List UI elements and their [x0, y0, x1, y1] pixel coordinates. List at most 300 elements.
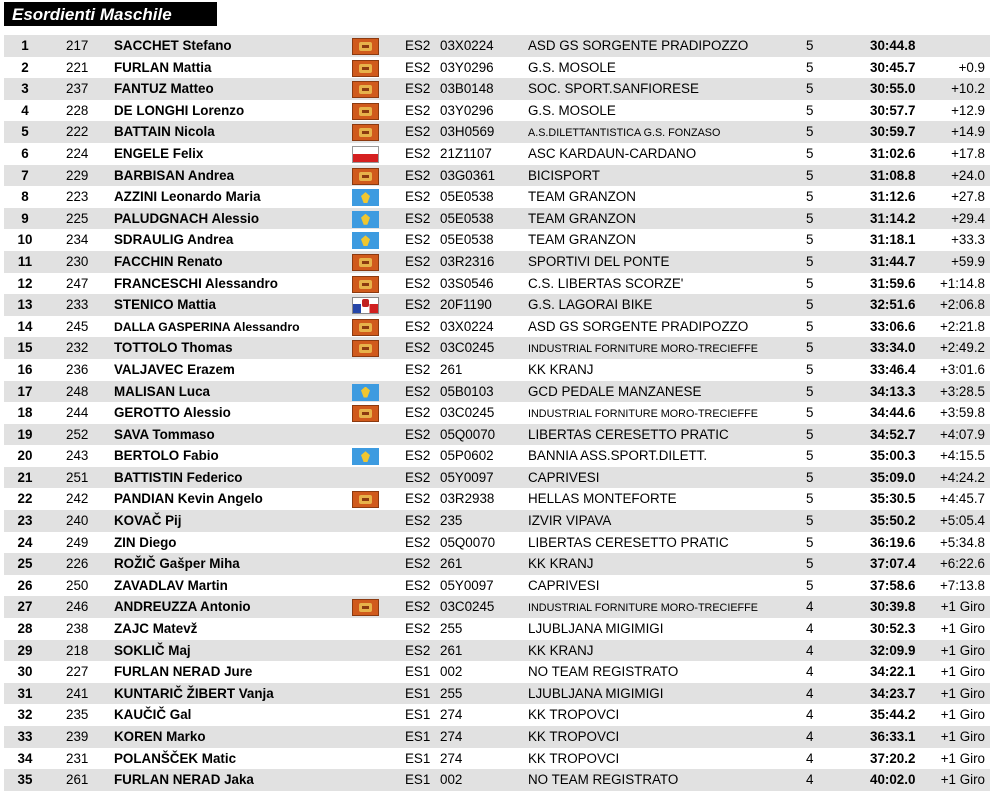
- results-table: [4, 35, 990, 791]
- team-code-cell: 261: [440, 642, 463, 658]
- table-row: [4, 35, 990, 57]
- team-code-cell: 03X0224: [440, 38, 494, 53]
- category-cell: ES2: [405, 253, 431, 269]
- rider-name-cell: FANTUZ Matteo: [114, 81, 214, 97]
- time-cell: 30:45.7: [870, 59, 916, 75]
- position-cell: 6: [21, 145, 29, 161]
- position-cell: 22: [17, 491, 33, 507]
- team-name-cell: INDUSTRIAL FORNITURE MORO-TRECIEFFE: [528, 343, 758, 356]
- gap-cell: +1 Giro: [940, 621, 985, 637]
- rider-name-cell: AZZINI Leonardo Maria: [114, 189, 261, 205]
- laps-cell: 5: [806, 534, 814, 550]
- position-cell: 20: [17, 448, 33, 464]
- bib-number-cell: 246: [66, 599, 89, 615]
- rider-name-cell: FURLAN NERAD Jaka: [114, 772, 254, 788]
- category-cell: ES2: [405, 210, 431, 226]
- table-row: [4, 57, 990, 79]
- table-row: [4, 316, 990, 338]
- team-name-cell: TEAM GRANZON: [528, 210, 636, 226]
- position-cell: 14: [17, 318, 33, 334]
- team-code-cell: 03R2938: [440, 491, 495, 507]
- gap-cell: +1 Giro: [940, 707, 985, 723]
- laps-cell: 5: [806, 513, 814, 529]
- gap-cell: +29.4: [951, 210, 985, 226]
- category-cell: ES2: [405, 556, 431, 572]
- time-cell: 32:09.9: [870, 642, 916, 658]
- veneto-flag-icon: [352, 124, 379, 141]
- rider-name-cell: KUNTARIČ ŽIBERT Vanja: [114, 685, 274, 701]
- gap-cell: +5:34.8: [939, 534, 985, 550]
- time-cell: 30:52.3: [870, 621, 916, 637]
- gap-cell: +1 Giro: [940, 664, 985, 680]
- position-cell: 1: [21, 38, 29, 53]
- team-name-cell: KK KRANJ: [528, 642, 594, 658]
- time-cell: 31:02.6: [870, 145, 916, 161]
- bib-number-cell: 218: [66, 642, 89, 658]
- time-cell: 34:13.3: [870, 383, 916, 399]
- category-cell: ES1: [405, 729, 431, 744]
- time-cell: 31:44.7: [870, 253, 916, 269]
- table-row: [4, 294, 990, 316]
- bib-number-cell: 226: [66, 556, 89, 572]
- bib-number-cell: 244: [66, 405, 89, 421]
- rider-name-cell: FURLAN NERAD Jure: [114, 664, 253, 680]
- table-row: [4, 186, 990, 208]
- table-row: [4, 273, 990, 295]
- gap-cell: +3:59.8: [939, 405, 985, 421]
- team-name-cell: G.S. MOSOLE: [528, 102, 616, 118]
- rider-name-cell: BATTISTIN Federico: [114, 469, 243, 485]
- table-row: [4, 445, 990, 467]
- team-code-cell: 03C0245: [440, 340, 495, 356]
- table-row: [4, 78, 990, 100]
- team-code-cell: 03C0245: [440, 599, 495, 615]
- rider-name-cell: FRANCESCHI Alessandro: [114, 275, 278, 291]
- bib-number-cell: 236: [66, 361, 89, 377]
- time-cell: 35:30.5: [870, 491, 916, 507]
- team-code-cell: 03Y0296: [440, 59, 494, 75]
- team-code-cell: 03H0569: [440, 124, 495, 140]
- laps-cell: 5: [806, 577, 814, 593]
- gap-cell: +1 Giro: [940, 642, 985, 658]
- gap-cell: +5:05.4: [939, 513, 985, 529]
- veneto-flag-icon: [352, 599, 379, 616]
- bib-number-cell: 252: [66, 426, 89, 442]
- laps-cell: 5: [806, 81, 814, 97]
- time-cell: 35:44.2: [870, 707, 916, 723]
- position-cell: 13: [17, 297, 33, 313]
- team-code-cell: 03R2316: [440, 253, 495, 269]
- gap-cell: +2:06.8: [939, 297, 985, 313]
- gap-cell: +17.8: [951, 145, 985, 161]
- position-cell: 3: [21, 81, 29, 97]
- veneto-flag-icon: [352, 81, 379, 98]
- laps-cell: 5: [806, 124, 814, 140]
- rider-name-cell: SOKLIČ Maj: [114, 642, 191, 658]
- team-name-cell: BICISPORT: [528, 167, 600, 183]
- team-name-cell: KK TROPOVCI: [528, 750, 620, 766]
- rider-name-cell: SACCHET Stefano: [114, 38, 232, 53]
- rider-name-cell: SAVA Tommaso: [114, 426, 215, 442]
- rider-name-cell: BARBISAN Andrea: [114, 167, 235, 183]
- fvg-flag-icon: [352, 232, 379, 249]
- position-cell: 25: [17, 556, 33, 572]
- rider-name-cell: MALISAN Luca: [114, 383, 210, 399]
- gap-cell: +1 Giro: [940, 750, 985, 766]
- laps-cell: 4: [806, 750, 814, 766]
- position-cell: 34: [17, 750, 33, 766]
- category-cell: ES2: [405, 621, 431, 637]
- bib-number-cell: 228: [66, 102, 89, 118]
- rider-name-cell: FURLAN Mattia: [114, 59, 212, 75]
- team-name-cell: BANNIA ASS.SPORT.DILETT.: [528, 448, 708, 464]
- gap-cell: +27.8: [951, 189, 985, 205]
- rider-name-cell: BATTAIN Nicola: [114, 124, 215, 140]
- category-cell: ES2: [405, 405, 431, 421]
- team-name-cell: LJUBLJANA MIGIMIGI: [528, 685, 664, 701]
- team-code-cell: 03C0245: [440, 405, 495, 421]
- bib-number-cell: 243: [66, 448, 89, 464]
- time-cell: 30:59.7: [870, 124, 916, 140]
- team-code-cell: 274: [440, 707, 463, 723]
- team-code-cell: 03X0224: [440, 318, 494, 334]
- position-cell: 32: [17, 707, 33, 723]
- table-row: [4, 337, 990, 359]
- category-cell: ES2: [405, 81, 431, 97]
- gap-cell: +1 Giro: [940, 772, 985, 788]
- position-cell: 9: [21, 210, 29, 226]
- time-cell: 34:52.7: [870, 426, 916, 442]
- position-cell: 4: [21, 102, 29, 118]
- team-code-cell: 03G0361: [440, 167, 496, 183]
- veneto-flag-icon: [352, 168, 379, 185]
- time-cell: 37:07.4: [870, 556, 916, 572]
- category-cell: ES2: [405, 275, 431, 291]
- table-row: [4, 424, 990, 446]
- rider-name-cell: FACCHIN Renato: [114, 253, 223, 269]
- table-row: [4, 575, 990, 597]
- fvg-flag-icon: [352, 189, 379, 206]
- bib-number-cell: 250: [66, 577, 89, 593]
- position-cell: 28: [17, 621, 33, 637]
- team-name-cell: HELLAS MONTEFORTE: [528, 491, 677, 507]
- rider-name-cell: KAUČIČ Gal: [114, 707, 192, 723]
- table-row: [4, 596, 990, 618]
- laps-cell: 5: [806, 210, 814, 226]
- laps-cell: 5: [806, 297, 814, 313]
- rider-name-cell: PALUDGNACH Alessio: [114, 210, 260, 226]
- rider-name-cell: VALJAVEC Erazem: [114, 361, 235, 377]
- laps-cell: 4: [806, 621, 814, 637]
- time-cell: 36:33.1: [870, 729, 916, 744]
- laps-cell: 4: [806, 685, 814, 701]
- category-cell: ES2: [405, 167, 431, 183]
- category-header: [4, 2, 217, 26]
- category-cell: ES2: [405, 59, 431, 75]
- bib-number-cell: 233: [66, 297, 89, 313]
- position-cell: 16: [17, 361, 33, 377]
- position-cell: 12: [17, 275, 33, 291]
- team-code-cell: 235: [440, 513, 463, 529]
- team-name-cell: LJUBLJANA MIGIMIGI: [528, 621, 664, 637]
- laps-cell: 5: [806, 318, 814, 334]
- category-cell: ES2: [405, 145, 431, 161]
- gap-cell: +33.3: [951, 232, 985, 248]
- position-cell: 11: [17, 253, 33, 269]
- rider-name-cell: ZIN Diego: [114, 534, 177, 550]
- veneto-flag-icon: [352, 340, 379, 357]
- fvg-flag-icon: [352, 384, 379, 401]
- team-code-cell: 05P0602: [440, 448, 494, 464]
- team-name-cell: KK TROPOVCI: [528, 707, 620, 723]
- team-name-cell: KK KRANJ: [528, 556, 594, 572]
- category-cell: ES2: [405, 297, 431, 313]
- team-code-cell: 05E0538: [440, 189, 494, 205]
- table-row: [4, 553, 990, 575]
- team-code-cell: 03S0546: [440, 275, 494, 291]
- position-cell: 18: [17, 405, 33, 421]
- table-row: [4, 359, 990, 381]
- laps-cell: 4: [806, 599, 814, 615]
- team-code-cell: 002: [440, 772, 463, 788]
- team-name-cell: NO TEAM REGISTRATO: [528, 772, 679, 788]
- time-cell: 33:34.0: [870, 340, 916, 356]
- laps-cell: 5: [806, 232, 814, 248]
- team-code-cell: 255: [440, 621, 463, 637]
- gap-cell: +2:49.2: [939, 340, 985, 356]
- bib-number-cell: 248: [66, 383, 89, 399]
- table-row: [4, 121, 990, 143]
- team-name-cell: CAPRIVESI: [528, 469, 600, 485]
- bib-number-cell: 230: [66, 253, 89, 269]
- team-code-cell: 21Z1107: [440, 145, 492, 161]
- table-row: [4, 100, 990, 122]
- position-cell: 27: [17, 599, 33, 615]
- category-cell: ES2: [405, 232, 431, 248]
- table-row: [4, 532, 990, 554]
- bib-number-cell: 227: [66, 664, 89, 680]
- rider-name-cell: ZAVADLAV Martin: [114, 577, 228, 593]
- time-cell: 35:09.0: [870, 469, 916, 485]
- team-name-cell: GCD PEDALE MANZANESE: [528, 383, 702, 399]
- category-cell: ES1: [405, 772, 431, 788]
- team-code-cell: 274: [440, 750, 463, 766]
- laps-cell: 5: [806, 59, 814, 75]
- team-code-cell: 03Y0296: [440, 102, 494, 118]
- table-row: [4, 402, 990, 424]
- time-cell: 30:55.0: [870, 81, 916, 97]
- category-cell: ES2: [405, 340, 431, 356]
- gap-cell: +24.0: [951, 167, 985, 183]
- laps-cell: 5: [806, 275, 814, 291]
- team-code-cell: 05E0538: [440, 210, 494, 226]
- position-cell: 19: [17, 426, 33, 442]
- bib-number-cell: 225: [66, 210, 89, 226]
- laps-cell: 5: [806, 491, 814, 507]
- team-code-cell: 261: [440, 556, 463, 572]
- rider-name-cell: ZAJC Matevž: [114, 621, 198, 637]
- team-name-cell: INDUSTRIAL FORNITURE MORO-TRECIEFFE: [528, 602, 758, 615]
- table-row: [4, 467, 990, 489]
- team-name-cell: ASD GS SORGENTE PRADIPOZZO: [528, 38, 749, 53]
- position-cell: 23: [17, 513, 33, 529]
- team-name-cell: INDUSTRIAL FORNITURE MORO-TRECIEFFE: [528, 408, 758, 421]
- laps-cell: 5: [806, 361, 814, 377]
- bib-number-cell: 237: [66, 81, 89, 97]
- team-code-cell: 274: [440, 729, 463, 744]
- rider-name-cell: GEROTTO Alessio: [114, 405, 231, 421]
- bolzano-flag-icon: [352, 146, 379, 163]
- category-cell: ES1: [405, 685, 431, 701]
- category-cell: ES2: [405, 426, 431, 442]
- team-name-cell: ASD GS SORGENTE PRADIPOZZO: [528, 318, 749, 334]
- time-cell: 40:02.0: [870, 772, 916, 788]
- team-code-cell: 002: [440, 664, 463, 680]
- veneto-flag-icon: [352, 60, 379, 77]
- bib-number-cell: 251: [66, 469, 89, 485]
- category-cell: ES2: [405, 599, 431, 615]
- team-name-cell: G.S. MOSOLE: [528, 59, 616, 75]
- position-cell: 21: [17, 469, 33, 485]
- gap-cell: +3:01.6: [939, 361, 985, 377]
- laps-cell: 5: [806, 469, 814, 485]
- time-cell: 37:20.2: [870, 750, 916, 766]
- category-cell: ES2: [405, 318, 431, 334]
- bib-number-cell: 224: [66, 145, 89, 161]
- table-row: [4, 704, 990, 726]
- laps-cell: 5: [806, 38, 814, 53]
- team-code-cell: 05Q0070: [440, 534, 496, 550]
- table-row: [4, 748, 990, 770]
- gap-cell: +4:07.9: [939, 426, 985, 442]
- bib-number-cell: 240: [66, 513, 89, 529]
- bib-number-cell: 261: [66, 772, 89, 788]
- category-cell: ES1: [405, 707, 431, 723]
- time-cell: 35:50.2: [870, 513, 916, 529]
- rider-name-cell: DALLA GASPERINA Alessandro: [114, 319, 300, 334]
- position-cell: 2: [21, 59, 29, 75]
- category-cell: ES2: [405, 513, 431, 529]
- time-cell: 37:58.6: [870, 577, 916, 593]
- category-cell: ES2: [405, 189, 431, 205]
- laps-cell: 4: [806, 707, 814, 723]
- bib-number-cell: 222: [66, 124, 89, 140]
- rider-name-cell: POLANŠČEK Matic: [114, 750, 237, 766]
- category-cell: ES2: [405, 38, 431, 53]
- position-cell: 5: [21, 124, 29, 140]
- laps-cell: 5: [806, 340, 814, 356]
- table-row: [4, 618, 990, 640]
- team-code-cell: 05E0538: [440, 232, 494, 248]
- table-row: [4, 251, 990, 273]
- team-name-cell: IZVIR VIPAVA: [528, 513, 612, 529]
- laps-cell: 5: [806, 253, 814, 269]
- laps-cell: 5: [806, 189, 814, 205]
- bib-number-cell: 241: [66, 685, 89, 701]
- category-cell: ES2: [405, 534, 431, 550]
- fvg-flag-icon: [352, 448, 379, 465]
- laps-cell: 5: [806, 405, 814, 421]
- gap-cell: +12.9: [951, 102, 985, 118]
- team-code-cell: 05Q0070: [440, 426, 496, 442]
- gap-cell: +7:13.8: [939, 577, 985, 593]
- rider-name-cell: STENICO Mattia: [114, 297, 216, 313]
- team-name-cell: KK KRANJ: [528, 361, 594, 377]
- gap-cell: +14.9: [951, 124, 985, 140]
- category-cell: ES2: [405, 448, 431, 464]
- laps-cell: 4: [806, 664, 814, 680]
- team-name-cell: C.S. LIBERTAS SCORZE': [528, 275, 684, 291]
- team-name-cell: CAPRIVESI: [528, 577, 600, 593]
- gap-cell: +4:15.5: [939, 448, 985, 464]
- team-code-cell: 05B0103: [440, 383, 494, 399]
- team-name-cell: A.S.DILETTANTISTICA G.S. FONZASO: [528, 127, 721, 140]
- team-name-cell: KK TROPOVCI: [528, 729, 620, 744]
- table-row: [4, 726, 990, 748]
- gap-cell: +2:21.8: [939, 318, 985, 334]
- time-cell: 33:46.4: [870, 361, 916, 377]
- time-cell: 35:00.3: [870, 448, 916, 464]
- team-code-cell: 20F1190: [440, 297, 492, 313]
- gap-cell: +1 Giro: [940, 685, 985, 701]
- time-cell: 33:06.6: [870, 318, 916, 334]
- team-code-cell: 255: [440, 685, 463, 701]
- position-cell: 30: [17, 664, 33, 680]
- rider-name-cell: PANDIAN Kevin Angelo: [114, 491, 263, 507]
- time-cell: 31:12.6: [870, 189, 916, 205]
- table-row: [4, 683, 990, 705]
- veneto-flag-icon: [352, 38, 379, 55]
- gap-cell: +4:45.7: [939, 491, 985, 507]
- rider-name-cell: SDRAULIG Andrea: [114, 232, 234, 248]
- time-cell: 34:22.1: [870, 664, 916, 680]
- time-cell: 36:19.6: [870, 534, 916, 550]
- bib-number-cell: 221: [66, 59, 89, 75]
- time-cell: 30:44.8: [870, 38, 916, 53]
- position-cell: 35: [17, 772, 33, 788]
- bib-number-cell: 249: [66, 534, 89, 550]
- table-row: [4, 510, 990, 532]
- laps-cell: 5: [806, 426, 814, 442]
- laps-cell: 5: [806, 448, 814, 464]
- category-cell: ES2: [405, 469, 431, 485]
- table-row: [4, 229, 990, 251]
- laps-cell: 5: [806, 167, 814, 183]
- bib-number-cell: 231: [66, 750, 89, 766]
- team-name-cell: LIBERTAS CERESETTO PRATIC: [528, 426, 729, 442]
- bib-number-cell: 238: [66, 621, 89, 637]
- position-cell: 33: [17, 729, 33, 744]
- bib-number-cell: 234: [66, 232, 89, 248]
- category-cell: ES2: [405, 102, 431, 118]
- time-cell: 31:18.1: [870, 232, 916, 248]
- time-cell: 30:57.7: [870, 102, 916, 118]
- category-cell: ES2: [405, 361, 431, 377]
- time-cell: 31:14.2: [870, 210, 916, 226]
- laps-cell: 5: [806, 383, 814, 399]
- veneto-flag-icon: [352, 103, 379, 120]
- rider-name-cell: BERTOLO Fabio: [114, 448, 219, 464]
- team-name-cell: TEAM GRANZON: [528, 189, 636, 205]
- team-code-cell: 03B0148: [440, 81, 494, 97]
- category-cell: ES2: [405, 491, 431, 507]
- position-cell: 10: [17, 232, 33, 248]
- laps-cell: 5: [806, 145, 814, 161]
- gap-cell: +4:24.2: [939, 469, 985, 485]
- bib-number-cell: 242: [66, 491, 89, 507]
- position-cell: 26: [17, 577, 33, 593]
- time-cell: 34:44.6: [870, 405, 916, 421]
